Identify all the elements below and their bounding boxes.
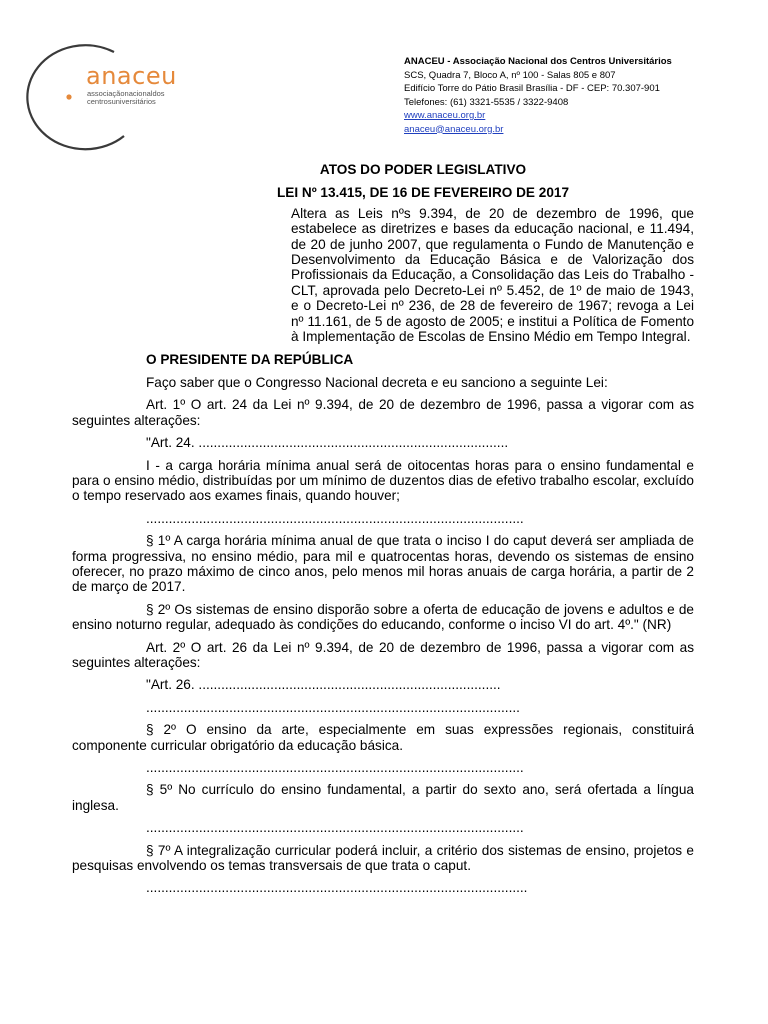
law-document [72, 162, 694, 896]
inciso-i: I - a carga horária mínima anual será de oitocentas horas para o ensino fundamental e para o ensino médio, distribuídas por um mínimo de duzentos dias de efetivo trabalho escolar, excluído o tempo reservado aos exames finais, quando houver; [72, 457, 694, 504]
ellipsis-line: .................................................................................................... [146, 760, 524, 775]
decree-text: Faço saber que o Congresso Nacional decreta e eu sanciono a seguinte Lei: [146, 374, 608, 390]
law-title: LEI Nº 13.415, DE 16 DE FEVEREIRO DE 2017 [276, 185, 570, 201]
logo-wordmark: anaceu [86, 62, 177, 90]
address-line-1: SCS, Quadra 7, Bloco A, nº 100 - Salas 805 e 807 [404, 69, 616, 81]
paragraph-7: § 7º A integralização curricular poderá incluir, a critério dos sistemas de ensino, projetos e pesquisas envolvendo os temas transversais de que trata o caput. [72, 842, 694, 874]
paragraph-2-art26: § 2º O ensino da arte, especialmente em suas expressões regionais, constituirá componente curricular obrigatório da educação básica. [72, 722, 694, 753]
logo-subtitle-line2: centrosuniversitários [87, 97, 156, 106]
logo-subtitle [87, 90, 165, 106]
president-heading: O PRESIDENTE DA REPÚBLICA [146, 352, 354, 368]
letterhead-info [404, 55, 744, 136]
ellipsis-line: ..................................................................................................... [146, 880, 528, 896]
article-26-quote: "Art. 26. ................................................................................ [146, 677, 501, 693]
logo-subtitle-line1: associaçãonacionaldos [87, 89, 165, 98]
article-2: Art. 2º O art. 26 da Lei nº 9.394, de 20 de dezembro de 1996, passa a vigorar com as seguintes alterações: [72, 639, 694, 670]
law-summary: Altera as Leis nºs 9.394, de 20 de dezembro de 1996, que estabelece as diretrizes e bases da educação nacional, e 11.494, de 20 de junho 2007, que regulamenta o Fundo de Manutenção e Desenvolvimento da Educação Básica e de Valorização dos Profissionais da Educação, a Consolidação das Leis do Trabalho - CLT, aprovada pelo Decreto-Lei nº 5.452, de 1º de maio de 1943, e o Decreto-Lei nº 236, de 28 de fevereiro de 1967; revoga a Lei nº 11.161, de 5 de agosto de 2005; e institui a Política de Fomento à Implementação de Escolas de Ensino Médio em Tempo Integral. [291, 205, 694, 345]
ellipsis-line: ................................................................................................... [146, 699, 520, 715]
email-link[interactable]: anaceu@anaceu.org.br [404, 123, 504, 135]
article-1: Art. 1º O art. 24 da Lei nº 9.394, de 20 de dezembro de 1996, passa a vigorar com as seguintes alterações: [72, 397, 694, 428]
section-heading: ATOS DO PODER LEGISLATIVO [319, 162, 527, 177]
ellipsis-line: .................................................................................................... [146, 510, 524, 526]
address-line-2: Edifício Torre do Pátio Brasil Brasília - DF - CEP: 70.307-901 [404, 83, 660, 94]
phones: Telefones: (61) 3321-5535 / 3322-9408 [404, 96, 569, 108]
org-name: ANACEU - Associação Nacional dos Centros Universitários [404, 56, 672, 67]
article-24-quote: "Art. 24. .................................................................................. [146, 435, 509, 451]
anaceu-logo [24, 44, 194, 154]
ellipsis-line: .................................................................................................... [146, 820, 524, 836]
paragraph-2: § 2º Os sistemas de ensino disporão sobre a oferta de educação de jovens e adultos e de ensino noturno regular, adequado às condições do educando, conforme o inciso VI do art. 4º." (NR) [72, 601, 694, 633]
website-link[interactable]: www.anaceu.org.br [404, 110, 486, 121]
paragraph-1: § 1º A carga horária mínima anual de que trata o inciso I do caput deverá ser ampliada de forma progressiva, no ensino médio, para mil e quatrocentas horas, devendo os sistemas de ensino oferecer, no prazo máximo de cinco anos, pelo menos mil horas anuais de carga horária, a partir de 2 de março de 2017. [72, 533, 694, 595]
paragraph-5: § 5º No currículo do ensino fundamental, a partir do sexto ano, será ofertada a língua inglesa. [72, 782, 694, 813]
